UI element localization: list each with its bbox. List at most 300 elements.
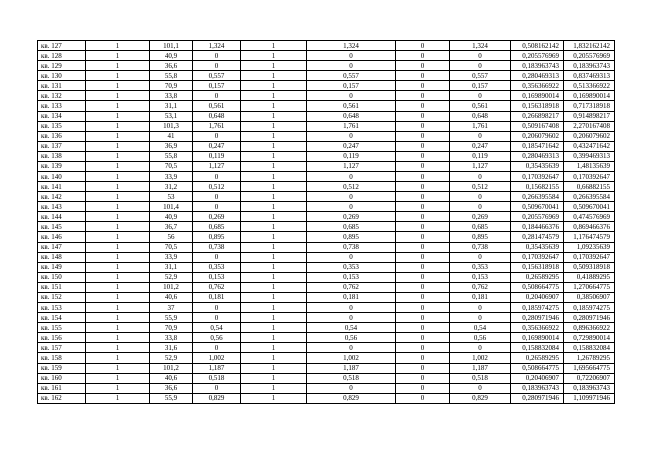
count-cell: 1 xyxy=(86,262,150,272)
area-cell: 52,9 xyxy=(150,272,193,282)
count-cell: 1 xyxy=(86,343,150,353)
share-cell: 0,156318918 xyxy=(511,262,564,272)
table-row xyxy=(38,222,615,232)
value2-cell: 1,324 xyxy=(307,41,396,51)
share-cell: 0,20406907 xyxy=(511,373,564,383)
share-cell: 0,206079602 xyxy=(511,131,564,141)
count-cell: 1 xyxy=(86,161,150,171)
apartment-cell: кв. 150 xyxy=(38,272,86,282)
count-cell: 1 xyxy=(86,71,150,81)
count-cell: 1 xyxy=(86,81,150,91)
coef-cell: 1 xyxy=(241,343,307,353)
value2-cell: 1,761 xyxy=(307,121,396,131)
coef-cell: 1 xyxy=(241,282,307,292)
zero-cell: 0 xyxy=(396,252,450,262)
area-cell: 37 xyxy=(150,303,193,313)
share-cell: 0,281474579 xyxy=(511,232,564,242)
value-cell: 0,56 xyxy=(193,333,241,343)
share-cell: 0,170392647 xyxy=(511,172,564,182)
value-cell: 0,648 xyxy=(193,111,241,121)
count-cell: 1 xyxy=(86,121,150,131)
zero-cell: 0 xyxy=(396,141,450,151)
apartment-cell: кв. 129 xyxy=(38,61,86,71)
zero-cell: 0 xyxy=(396,212,450,222)
apartment-cell: кв. 149 xyxy=(38,262,86,272)
table-row xyxy=(38,252,615,262)
value-cell: 0,738 xyxy=(193,242,241,252)
table-row xyxy=(38,363,615,373)
total-cell: 0,896366922 xyxy=(564,323,615,333)
area-cell: 52,9 xyxy=(150,353,193,363)
share-cell: 0,20406907 xyxy=(511,292,564,302)
coef-cell: 1 xyxy=(241,232,307,242)
zero-cell: 0 xyxy=(396,222,450,232)
value3-cell: 1,761 xyxy=(450,121,511,131)
coef-cell: 1 xyxy=(241,101,307,111)
table-row xyxy=(38,292,615,302)
area-cell: 31,1 xyxy=(150,262,193,272)
value3-cell: 0 xyxy=(450,172,511,182)
area-cell: 55,8 xyxy=(150,151,193,161)
value3-cell: 1,127 xyxy=(450,161,511,171)
count-cell: 1 xyxy=(86,282,150,292)
count-cell: 1 xyxy=(86,101,150,111)
zero-cell: 0 xyxy=(396,242,450,252)
total-cell: 0,717318918 xyxy=(564,101,615,111)
zero-cell: 0 xyxy=(396,353,450,363)
total-cell: 1,26789295 xyxy=(564,353,615,363)
total-cell: 0,185974275 xyxy=(564,303,615,313)
total-cell: 0,72206907 xyxy=(564,373,615,383)
count-cell: 1 xyxy=(86,151,150,161)
zero-cell: 0 xyxy=(396,323,450,333)
value3-cell: 0 xyxy=(450,131,511,141)
zero-cell: 0 xyxy=(396,292,450,302)
coef-cell: 1 xyxy=(241,363,307,373)
value3-cell: 0 xyxy=(450,252,511,262)
value2-cell: 0,685 xyxy=(307,222,396,232)
table-row xyxy=(38,131,615,141)
zero-cell: 0 xyxy=(396,282,450,292)
area-cell: 33,9 xyxy=(150,252,193,262)
value3-cell: 0,685 xyxy=(450,222,511,232)
area-cell: 55,9 xyxy=(150,393,193,403)
table-row xyxy=(38,91,615,101)
count-cell: 1 xyxy=(86,323,150,333)
value3-cell: 0 xyxy=(450,61,511,71)
coef-cell: 1 xyxy=(241,393,307,403)
value2-cell: 0 xyxy=(307,91,396,101)
value-cell: 0,557 xyxy=(193,71,241,81)
value-cell: 0,157 xyxy=(193,81,241,91)
share-cell: 0,183963743 xyxy=(511,383,564,393)
value-cell: 0,54 xyxy=(193,323,241,333)
coef-cell: 1 xyxy=(241,262,307,272)
apartment-cell: кв. 151 xyxy=(38,282,86,292)
table-row xyxy=(38,111,615,121)
value-cell: 1,127 xyxy=(193,161,241,171)
value2-cell: 0 xyxy=(307,51,396,61)
value-cell: 0 xyxy=(193,343,241,353)
table-body xyxy=(38,41,615,404)
table-row xyxy=(38,141,615,151)
share-cell: 0,356366922 xyxy=(511,323,564,333)
share-cell: 0,158832084 xyxy=(511,343,564,353)
apartment-cell: кв. 144 xyxy=(38,212,86,222)
value2-cell: 0,648 xyxy=(307,111,396,121)
zero-cell: 0 xyxy=(396,303,450,313)
count-cell: 1 xyxy=(86,172,150,182)
value2-cell: 0 xyxy=(307,303,396,313)
value2-cell: 0,153 xyxy=(307,272,396,282)
apartment-cell: кв. 159 xyxy=(38,363,86,373)
apartment-data-table xyxy=(37,40,615,404)
area-cell: 53,1 xyxy=(150,111,193,121)
value3-cell: 0,247 xyxy=(450,141,511,151)
table-row xyxy=(38,323,615,333)
table-row xyxy=(38,383,615,393)
area-cell: 101,4 xyxy=(150,202,193,212)
table-row xyxy=(38,262,615,272)
coef-cell: 1 xyxy=(241,111,307,121)
total-cell: 0,158832084 xyxy=(564,343,615,353)
value-cell: 0,685 xyxy=(193,222,241,232)
value2-cell: 0,557 xyxy=(307,71,396,81)
total-cell: 0,513366922 xyxy=(564,81,615,91)
apartment-cell: кв. 145 xyxy=(38,222,86,232)
zero-cell: 0 xyxy=(396,182,450,192)
total-cell: 2,270167408 xyxy=(564,121,615,131)
value3-cell: 1,187 xyxy=(450,363,511,373)
coef-cell: 1 xyxy=(241,292,307,302)
value2-cell: 0,561 xyxy=(307,101,396,111)
value2-cell: 0,512 xyxy=(307,182,396,192)
table-row xyxy=(38,343,615,353)
area-cell: 36,9 xyxy=(150,141,193,151)
zero-cell: 0 xyxy=(396,151,450,161)
area-cell: 33,8 xyxy=(150,91,193,101)
table-row xyxy=(38,303,615,313)
area-cell: 55,8 xyxy=(150,71,193,81)
zero-cell: 0 xyxy=(396,373,450,383)
area-cell: 101,2 xyxy=(150,282,193,292)
share-cell: 0,280469313 xyxy=(511,71,564,81)
coef-cell: 1 xyxy=(241,192,307,202)
apartment-cell: кв. 134 xyxy=(38,111,86,121)
area-cell: 70,9 xyxy=(150,323,193,333)
table-row xyxy=(38,121,615,131)
value3-cell: 0 xyxy=(450,51,511,61)
apartment-cell: кв. 157 xyxy=(38,343,86,353)
value2-cell: 0,157 xyxy=(307,81,396,91)
zero-cell: 0 xyxy=(396,51,450,61)
total-cell: 0,170392647 xyxy=(564,252,615,262)
apartment-cell: кв. 128 xyxy=(38,51,86,61)
coef-cell: 1 xyxy=(241,252,307,262)
value3-cell: 0,648 xyxy=(450,111,511,121)
count-cell: 1 xyxy=(86,182,150,192)
table-row xyxy=(38,313,615,323)
coef-cell: 1 xyxy=(241,272,307,282)
coef-cell: 1 xyxy=(241,91,307,101)
area-cell: 70,5 xyxy=(150,242,193,252)
value3-cell: 1,002 xyxy=(450,353,511,363)
apartment-cell: кв. 160 xyxy=(38,373,86,383)
value3-cell: 0 xyxy=(450,202,511,212)
table-row xyxy=(38,61,615,71)
value3-cell: 0,54 xyxy=(450,323,511,333)
total-cell: 0,869466376 xyxy=(564,222,615,232)
value2-cell: 0 xyxy=(307,172,396,182)
value-cell: 1,187 xyxy=(193,363,241,373)
share-cell: 0,185471642 xyxy=(511,141,564,151)
table-row xyxy=(38,182,615,192)
total-cell: 0,206079602 xyxy=(564,131,615,141)
share-cell: 0,356366922 xyxy=(511,81,564,91)
table-row xyxy=(38,393,615,403)
apartment-cell: кв. 148 xyxy=(38,252,86,262)
total-cell: 0,205576969 xyxy=(564,51,615,61)
value2-cell: 1,187 xyxy=(307,363,396,373)
value2-cell: 0,119 xyxy=(307,151,396,161)
count-cell: 1 xyxy=(86,202,150,212)
zero-cell: 0 xyxy=(396,343,450,353)
coef-cell: 1 xyxy=(241,172,307,182)
count-cell: 1 xyxy=(86,242,150,252)
share-cell: 0,508664775 xyxy=(511,282,564,292)
coef-cell: 1 xyxy=(241,121,307,131)
coef-cell: 1 xyxy=(241,353,307,363)
apartment-cell: кв. 143 xyxy=(38,202,86,212)
value3-cell: 0,895 xyxy=(450,232,511,242)
area-cell: 70,5 xyxy=(150,161,193,171)
coef-cell: 1 xyxy=(241,51,307,61)
value2-cell: 0,54 xyxy=(307,323,396,333)
value2-cell: 0 xyxy=(307,343,396,353)
share-cell: 0,280971946 xyxy=(511,313,564,323)
value-cell: 0,561 xyxy=(193,101,241,111)
share-cell: 0,280469313 xyxy=(511,151,564,161)
value2-cell: 1,127 xyxy=(307,161,396,171)
count-cell: 1 xyxy=(86,292,150,302)
value3-cell: 0,762 xyxy=(450,282,511,292)
value2-cell: 0,518 xyxy=(307,373,396,383)
coef-cell: 1 xyxy=(241,383,307,393)
share-cell: 0,156318918 xyxy=(511,101,564,111)
zero-cell: 0 xyxy=(396,232,450,242)
total-cell: 0,432471642 xyxy=(564,141,615,151)
value-cell: 0,181 xyxy=(193,292,241,302)
area-cell: 70,9 xyxy=(150,81,193,91)
value2-cell: 0,738 xyxy=(307,242,396,252)
total-cell: 1,832162142 xyxy=(564,41,615,51)
count-cell: 1 xyxy=(86,212,150,222)
area-cell: 31,2 xyxy=(150,182,193,192)
coef-cell: 1 xyxy=(241,161,307,171)
area-cell: 33,9 xyxy=(150,172,193,182)
apartment-cell: кв. 158 xyxy=(38,353,86,363)
share-cell: 0,26589295 xyxy=(511,353,564,363)
total-cell: 1,695664775 xyxy=(564,363,615,373)
apartment-cell: кв. 142 xyxy=(38,192,86,202)
table-row xyxy=(38,41,615,51)
value3-cell: 0,353 xyxy=(450,262,511,272)
area-cell: 53 xyxy=(150,192,193,202)
count-cell: 1 xyxy=(86,111,150,121)
total-cell: 0,170392647 xyxy=(564,172,615,182)
apartment-cell: кв. 133 xyxy=(38,101,86,111)
value-cell: 1,002 xyxy=(193,353,241,363)
value-cell: 0 xyxy=(193,131,241,141)
count-cell: 1 xyxy=(86,141,150,151)
share-cell: 0,35435639 xyxy=(511,161,564,171)
share-cell: 0,184466376 xyxy=(511,222,564,232)
coef-cell: 1 xyxy=(241,212,307,222)
value3-cell: 0,518 xyxy=(450,373,511,383)
count-cell: 1 xyxy=(86,51,150,61)
value-cell: 0,247 xyxy=(193,141,241,151)
zero-cell: 0 xyxy=(396,71,450,81)
count-cell: 1 xyxy=(86,363,150,373)
share-cell: 0,15682155 xyxy=(511,182,564,192)
total-cell: 0,183963743 xyxy=(564,383,615,393)
total-cell: 0,474576969 xyxy=(564,212,615,222)
value2-cell: 0 xyxy=(307,61,396,71)
value-cell: 0,895 xyxy=(193,232,241,242)
coef-cell: 1 xyxy=(241,71,307,81)
total-cell: 1,270664775 xyxy=(564,282,615,292)
zero-cell: 0 xyxy=(396,313,450,323)
value-cell: 0,518 xyxy=(193,373,241,383)
zero-cell: 0 xyxy=(396,272,450,282)
apartment-cell: кв. 138 xyxy=(38,151,86,161)
value2-cell: 0,181 xyxy=(307,292,396,302)
value-cell: 1,761 xyxy=(193,121,241,131)
count-cell: 1 xyxy=(86,41,150,51)
value-cell: 0 xyxy=(193,51,241,61)
apartment-cell: кв. 131 xyxy=(38,81,86,91)
total-cell: 0,38506907 xyxy=(564,292,615,302)
coef-cell: 1 xyxy=(241,202,307,212)
share-cell: 0,170392647 xyxy=(511,252,564,262)
zero-cell: 0 xyxy=(396,111,450,121)
table-row xyxy=(38,151,615,161)
value3-cell: 0,157 xyxy=(450,81,511,91)
zero-cell: 0 xyxy=(396,61,450,71)
total-cell: 1,48135639 xyxy=(564,161,615,171)
value2-cell: 0,829 xyxy=(307,393,396,403)
share-cell: 0,26589295 xyxy=(511,272,564,282)
zero-cell: 0 xyxy=(396,202,450,212)
coef-cell: 1 xyxy=(241,242,307,252)
value3-cell: 0,119 xyxy=(450,151,511,161)
coef-cell: 1 xyxy=(241,182,307,192)
value3-cell: 0,738 xyxy=(450,242,511,252)
coef-cell: 1 xyxy=(241,61,307,71)
share-cell: 0,266898217 xyxy=(511,111,564,121)
total-cell: 0,41889295 xyxy=(564,272,615,282)
value3-cell: 0,269 xyxy=(450,212,511,222)
area-cell: 40,9 xyxy=(150,51,193,61)
table-row xyxy=(38,212,615,222)
zero-cell: 0 xyxy=(396,161,450,171)
total-cell: 0,509318918 xyxy=(564,262,615,272)
count-cell: 1 xyxy=(86,272,150,282)
zero-cell: 0 xyxy=(396,383,450,393)
apartment-cell: кв. 137 xyxy=(38,141,86,151)
apartment-cell: кв. 154 xyxy=(38,313,86,323)
table-row xyxy=(38,172,615,182)
share-cell: 0,280971946 xyxy=(511,393,564,403)
table-row xyxy=(38,272,615,282)
table-row xyxy=(38,333,615,343)
total-cell: 0,169890014 xyxy=(564,91,615,101)
table-row xyxy=(38,161,615,171)
area-cell: 36,6 xyxy=(150,61,193,71)
area-cell: 40,6 xyxy=(150,373,193,383)
area-cell: 101,2 xyxy=(150,363,193,373)
value3-cell: 0,829 xyxy=(450,393,511,403)
coef-cell: 1 xyxy=(241,141,307,151)
table-row xyxy=(38,71,615,81)
total-cell: 0,66882155 xyxy=(564,182,615,192)
apartment-cell: кв. 130 xyxy=(38,71,86,81)
total-cell: 1,109971946 xyxy=(564,393,615,403)
count-cell: 1 xyxy=(86,91,150,101)
area-cell: 55,9 xyxy=(150,313,193,323)
value-cell: 0 xyxy=(193,61,241,71)
apartment-cell: кв. 162 xyxy=(38,393,86,403)
zero-cell: 0 xyxy=(396,81,450,91)
area-cell: 40,9 xyxy=(150,212,193,222)
total-cell: 0,914898217 xyxy=(564,111,615,121)
count-cell: 1 xyxy=(86,393,150,403)
value-cell: 0,269 xyxy=(193,212,241,222)
value3-cell: 0,153 xyxy=(450,272,511,282)
table-row xyxy=(38,353,615,363)
value2-cell: 1,002 xyxy=(307,353,396,363)
apartment-cell: кв. 161 xyxy=(38,383,86,393)
coef-cell: 1 xyxy=(241,373,307,383)
count-cell: 1 xyxy=(86,353,150,363)
area-cell: 56 xyxy=(150,232,193,242)
coef-cell: 1 xyxy=(241,303,307,313)
value-cell: 0,153 xyxy=(193,272,241,282)
apartment-cell: кв. 132 xyxy=(38,91,86,101)
table-row xyxy=(38,202,615,212)
value2-cell: 0 xyxy=(307,202,396,212)
count-cell: 1 xyxy=(86,373,150,383)
value3-cell: 0 xyxy=(450,91,511,101)
zero-cell: 0 xyxy=(396,131,450,141)
coef-cell: 1 xyxy=(241,151,307,161)
coef-cell: 1 xyxy=(241,41,307,51)
coef-cell: 1 xyxy=(241,131,307,141)
value2-cell: 0 xyxy=(307,313,396,323)
total-cell: 0,509670041 xyxy=(564,202,615,212)
share-cell: 0,169890014 xyxy=(511,91,564,101)
value-cell: 0 xyxy=(193,202,241,212)
value3-cell: 0,557 xyxy=(450,71,511,81)
area-cell: 36,7 xyxy=(150,222,193,232)
value3-cell: 0,56 xyxy=(450,333,511,343)
zero-cell: 0 xyxy=(396,172,450,182)
value-cell: 0,512 xyxy=(193,182,241,192)
area-cell: 31,6 xyxy=(150,343,193,353)
coef-cell: 1 xyxy=(241,313,307,323)
value3-cell: 0 xyxy=(450,343,511,353)
count-cell: 1 xyxy=(86,61,150,71)
